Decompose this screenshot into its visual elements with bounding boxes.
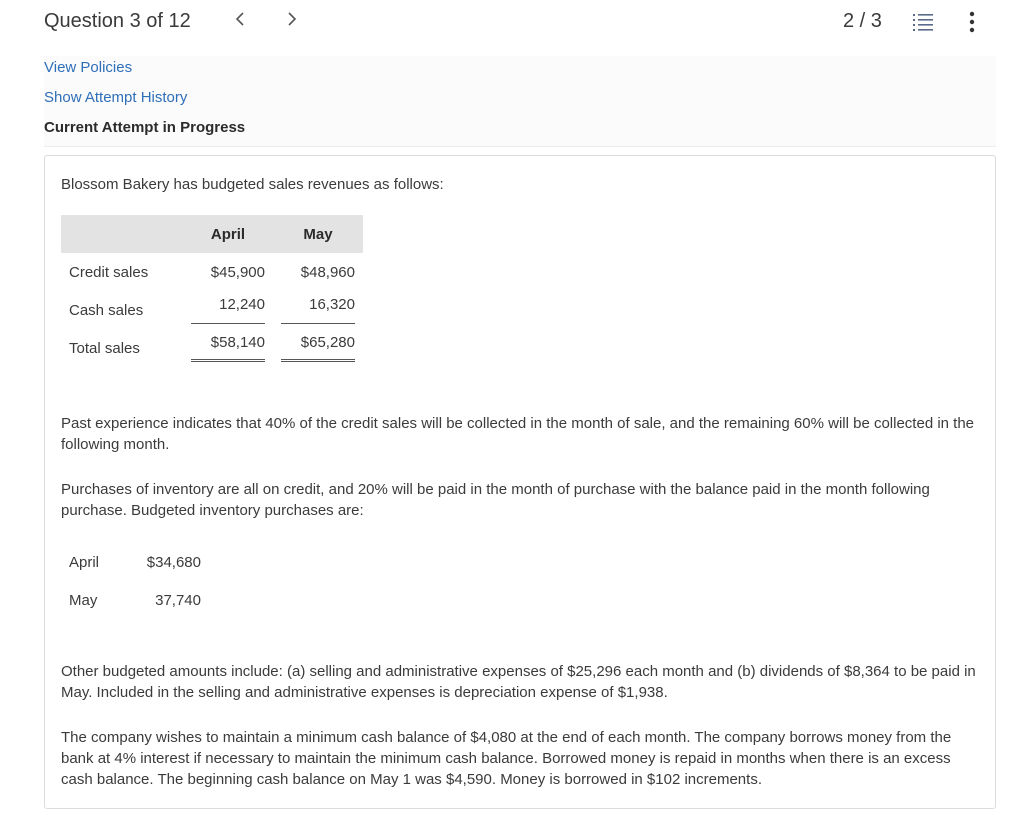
cell-value: $48,960 xyxy=(300,263,355,281)
next-question-button[interactable] xyxy=(281,8,303,34)
cell-value: 16,320 xyxy=(281,296,355,324)
row-label: Total sales xyxy=(69,339,140,357)
purchases-table xyxy=(61,543,201,619)
attempt-links xyxy=(0,56,996,148)
previous-question-button[interactable] xyxy=(229,8,251,34)
cell-value: 12,240 xyxy=(191,296,265,324)
view-policies-link[interactable]: View Policies xyxy=(44,59,133,76)
table-row xyxy=(61,291,363,329)
cell-value: $34,680 xyxy=(146,553,201,571)
row-label: Cash sales xyxy=(69,301,144,319)
table-row xyxy=(61,581,201,619)
question-panel xyxy=(44,155,996,809)
show-attempt-history-link[interactable]: Show Attempt History xyxy=(44,89,188,106)
question-list-icon[interactable] xyxy=(912,11,934,33)
other-amounts-text: Other budgeted amounts include: (a) selling and administrative expenses of $25,296 each month and (b) dividends of $8,364 to be paid in May. Included in the selling and administrative expenses is depreciation expense of $1,938. xyxy=(61,663,976,701)
chevron-left-icon xyxy=(235,12,245,31)
intro-text: Blossom Bakery has budgeted sales revenues as follows: xyxy=(61,176,444,193)
row-label: May xyxy=(69,591,98,609)
sales-table-corner xyxy=(61,215,183,253)
row-label: April xyxy=(69,553,100,571)
cell-value: $45,900 xyxy=(210,263,265,281)
sales-table xyxy=(61,215,363,367)
current-attempt-label: Current Attempt in Progress xyxy=(44,119,246,136)
cell-value: $58,140 xyxy=(191,334,265,362)
purchases-text: Purchases of inventory are all on credit, and 20% will be paid in the month of purchase with the balance paid in the month following purchase. Budgeted inventory purchases are: xyxy=(61,481,930,519)
more-options-icon[interactable] xyxy=(960,10,984,34)
cash-balance-text: The company wishes to maintain a minimum cash balance of $4,080 at the end of each month. The company borrows money from the bank at 4% interest if necessary to maintain the minimum cash balance. Borrowed money is repaid in months when there is an excess cash balance. The beginning cash balance on May 1 was $4,590. Money is borrowed in $102 increments. xyxy=(61,729,952,788)
table-row xyxy=(61,543,201,581)
question-counter: Question 3 of 12 xyxy=(44,10,191,32)
col-header-may: May xyxy=(273,215,363,253)
page-counter: 2 / 3 xyxy=(843,10,882,32)
cell-value: 37,740 xyxy=(155,591,201,609)
row-label: Credit sales xyxy=(69,263,149,281)
question-header xyxy=(0,0,1024,45)
cell-value: $65,280 xyxy=(281,334,355,362)
chevron-right-icon xyxy=(287,12,297,31)
collection-text: Past experience indicates that 40% of the credit sales will be collected in the month of sale, and the remaining 60% will be collected in the following month. xyxy=(61,415,975,453)
table-row xyxy=(61,253,363,291)
sales-table-header xyxy=(61,215,363,253)
table-row xyxy=(61,329,363,367)
col-header-april: April xyxy=(183,215,273,253)
